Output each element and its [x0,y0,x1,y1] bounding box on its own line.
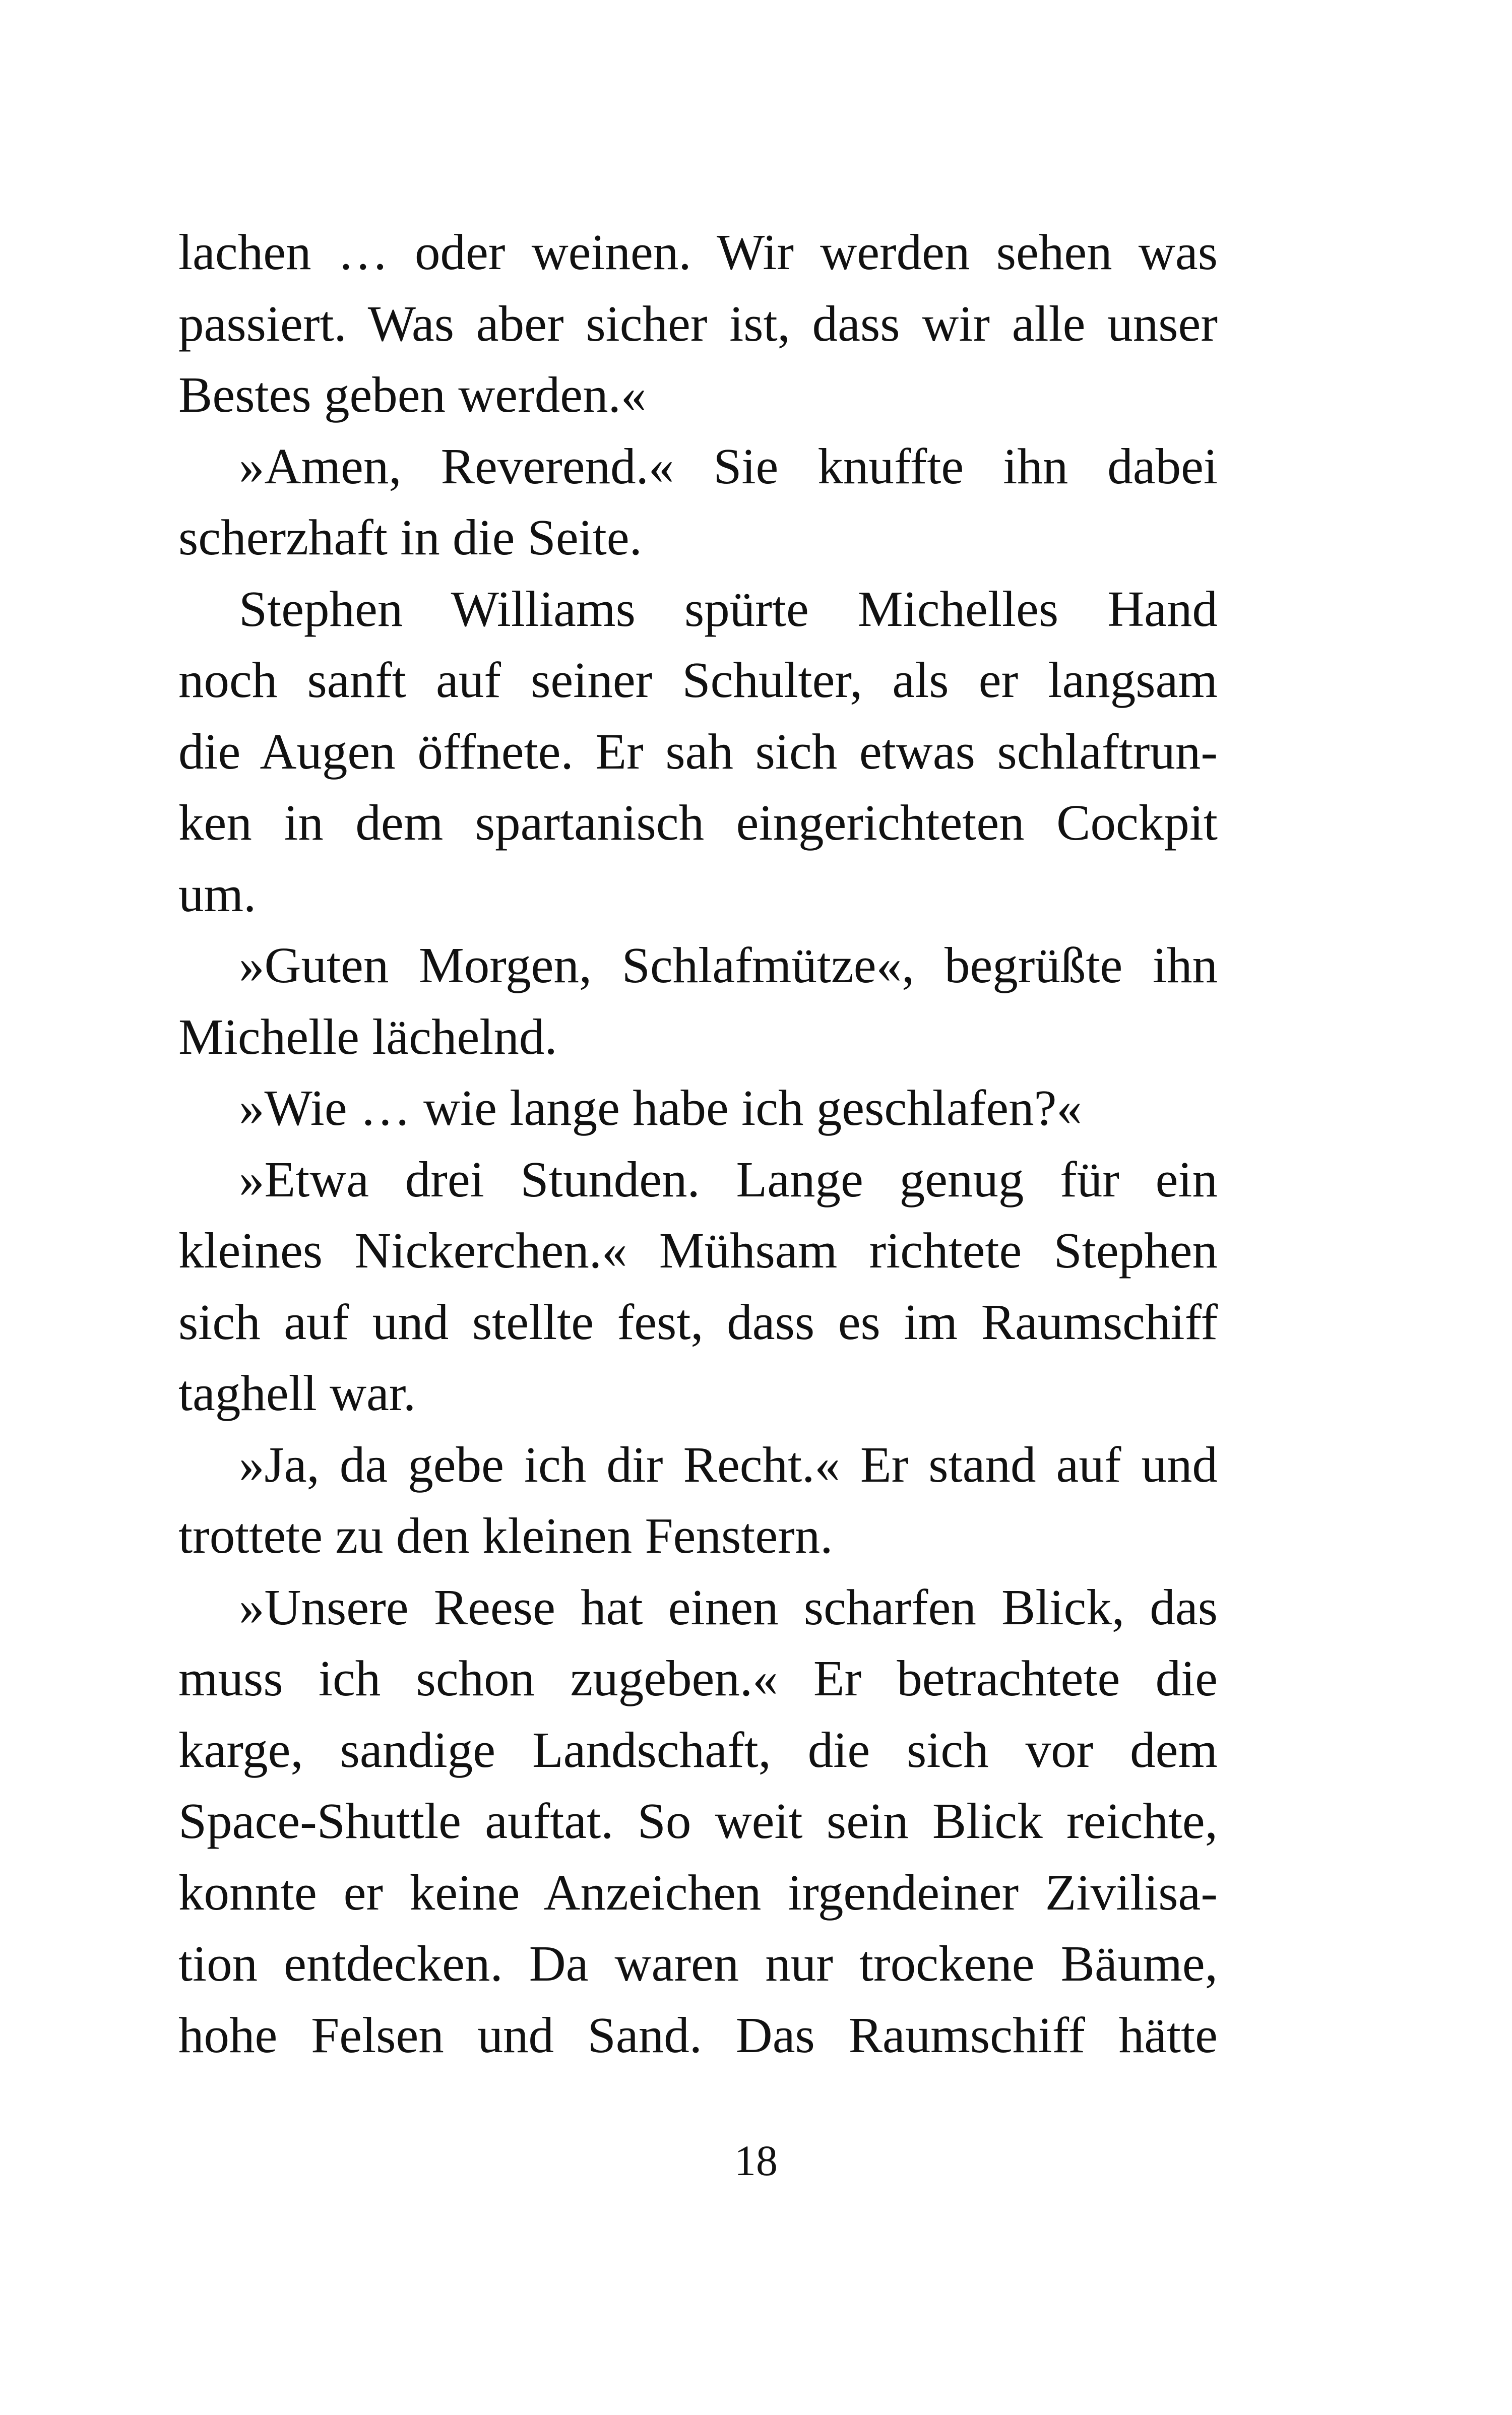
text-line: Stephen Williams spürte Michelles Hand [239,580,1218,637]
text-line: ken in dem spartanisch eingerichteten Cockpit [178,794,1218,851]
body-text [178,217,1218,2071]
text-line: Bestes geben werden.« [178,366,647,423]
text-line: kleines Nickerchen.« Mühsam richtete Stephen [178,1222,1218,1279]
text-line: Space-Shuttle auftat. So weit sein Blick reichte, [178,1793,1218,1849]
text-line: trottete zu den kleinen Fenstern. [178,1507,833,1564]
text-line: »Amen, Reverend.« Sie knuffte ihn dabei [239,437,1218,494]
text-line: die Augen öffnete. Er sah sich etwas schlaftrun- [178,723,1218,780]
text-line: »Unsere Reese hat einen scharfen Blick, das [239,1578,1218,1635]
text-line: »Etwa drei Stunden. Lange genug für ein [239,1151,1218,1208]
text-line: Michelle lächelnd. [178,1008,557,1065]
text-line: »Guten Morgen, Schlafmütze«, begrüßte ihn [239,937,1218,993]
text-line: sich auf und stellte fest, dass es im Raumschiff [178,1293,1218,1350]
text-line: noch sanft auf seiner Schulter, als er langsam [178,652,1218,708]
text-line: taghell war. [178,1365,416,1421]
text-line: tion entdecken. Da waren nur trockene Bäume, [178,1935,1218,1992]
text-line: »Ja, da gebe ich dir Recht.« Er stand auf und [239,1436,1218,1493]
text-line: um. [178,865,257,922]
text-line: muss ich schon zugeben.« Er betrachtete die [178,1650,1218,1706]
text-line: »Wie … wie lange habe ich geschlafen?« [239,1079,1082,1136]
page-number: 18 [734,2136,778,2185]
text-line: karge, sandige Landschaft, die sich vor dem [178,1721,1218,1778]
text-line: lachen … oder weinen. Wir werden sehen was [178,224,1218,280]
text-line: konnte er keine Anzeichen irgendeiner Zivilisa- [178,1864,1218,1921]
text-line: passiert. Was aber sicher ist, dass wir alle unser [178,295,1218,352]
text-line: hohe Felsen und Sand. Das Raumschiff hätte [178,2006,1218,2063]
text-line: scherzhaft in die Seite. [178,509,642,565]
